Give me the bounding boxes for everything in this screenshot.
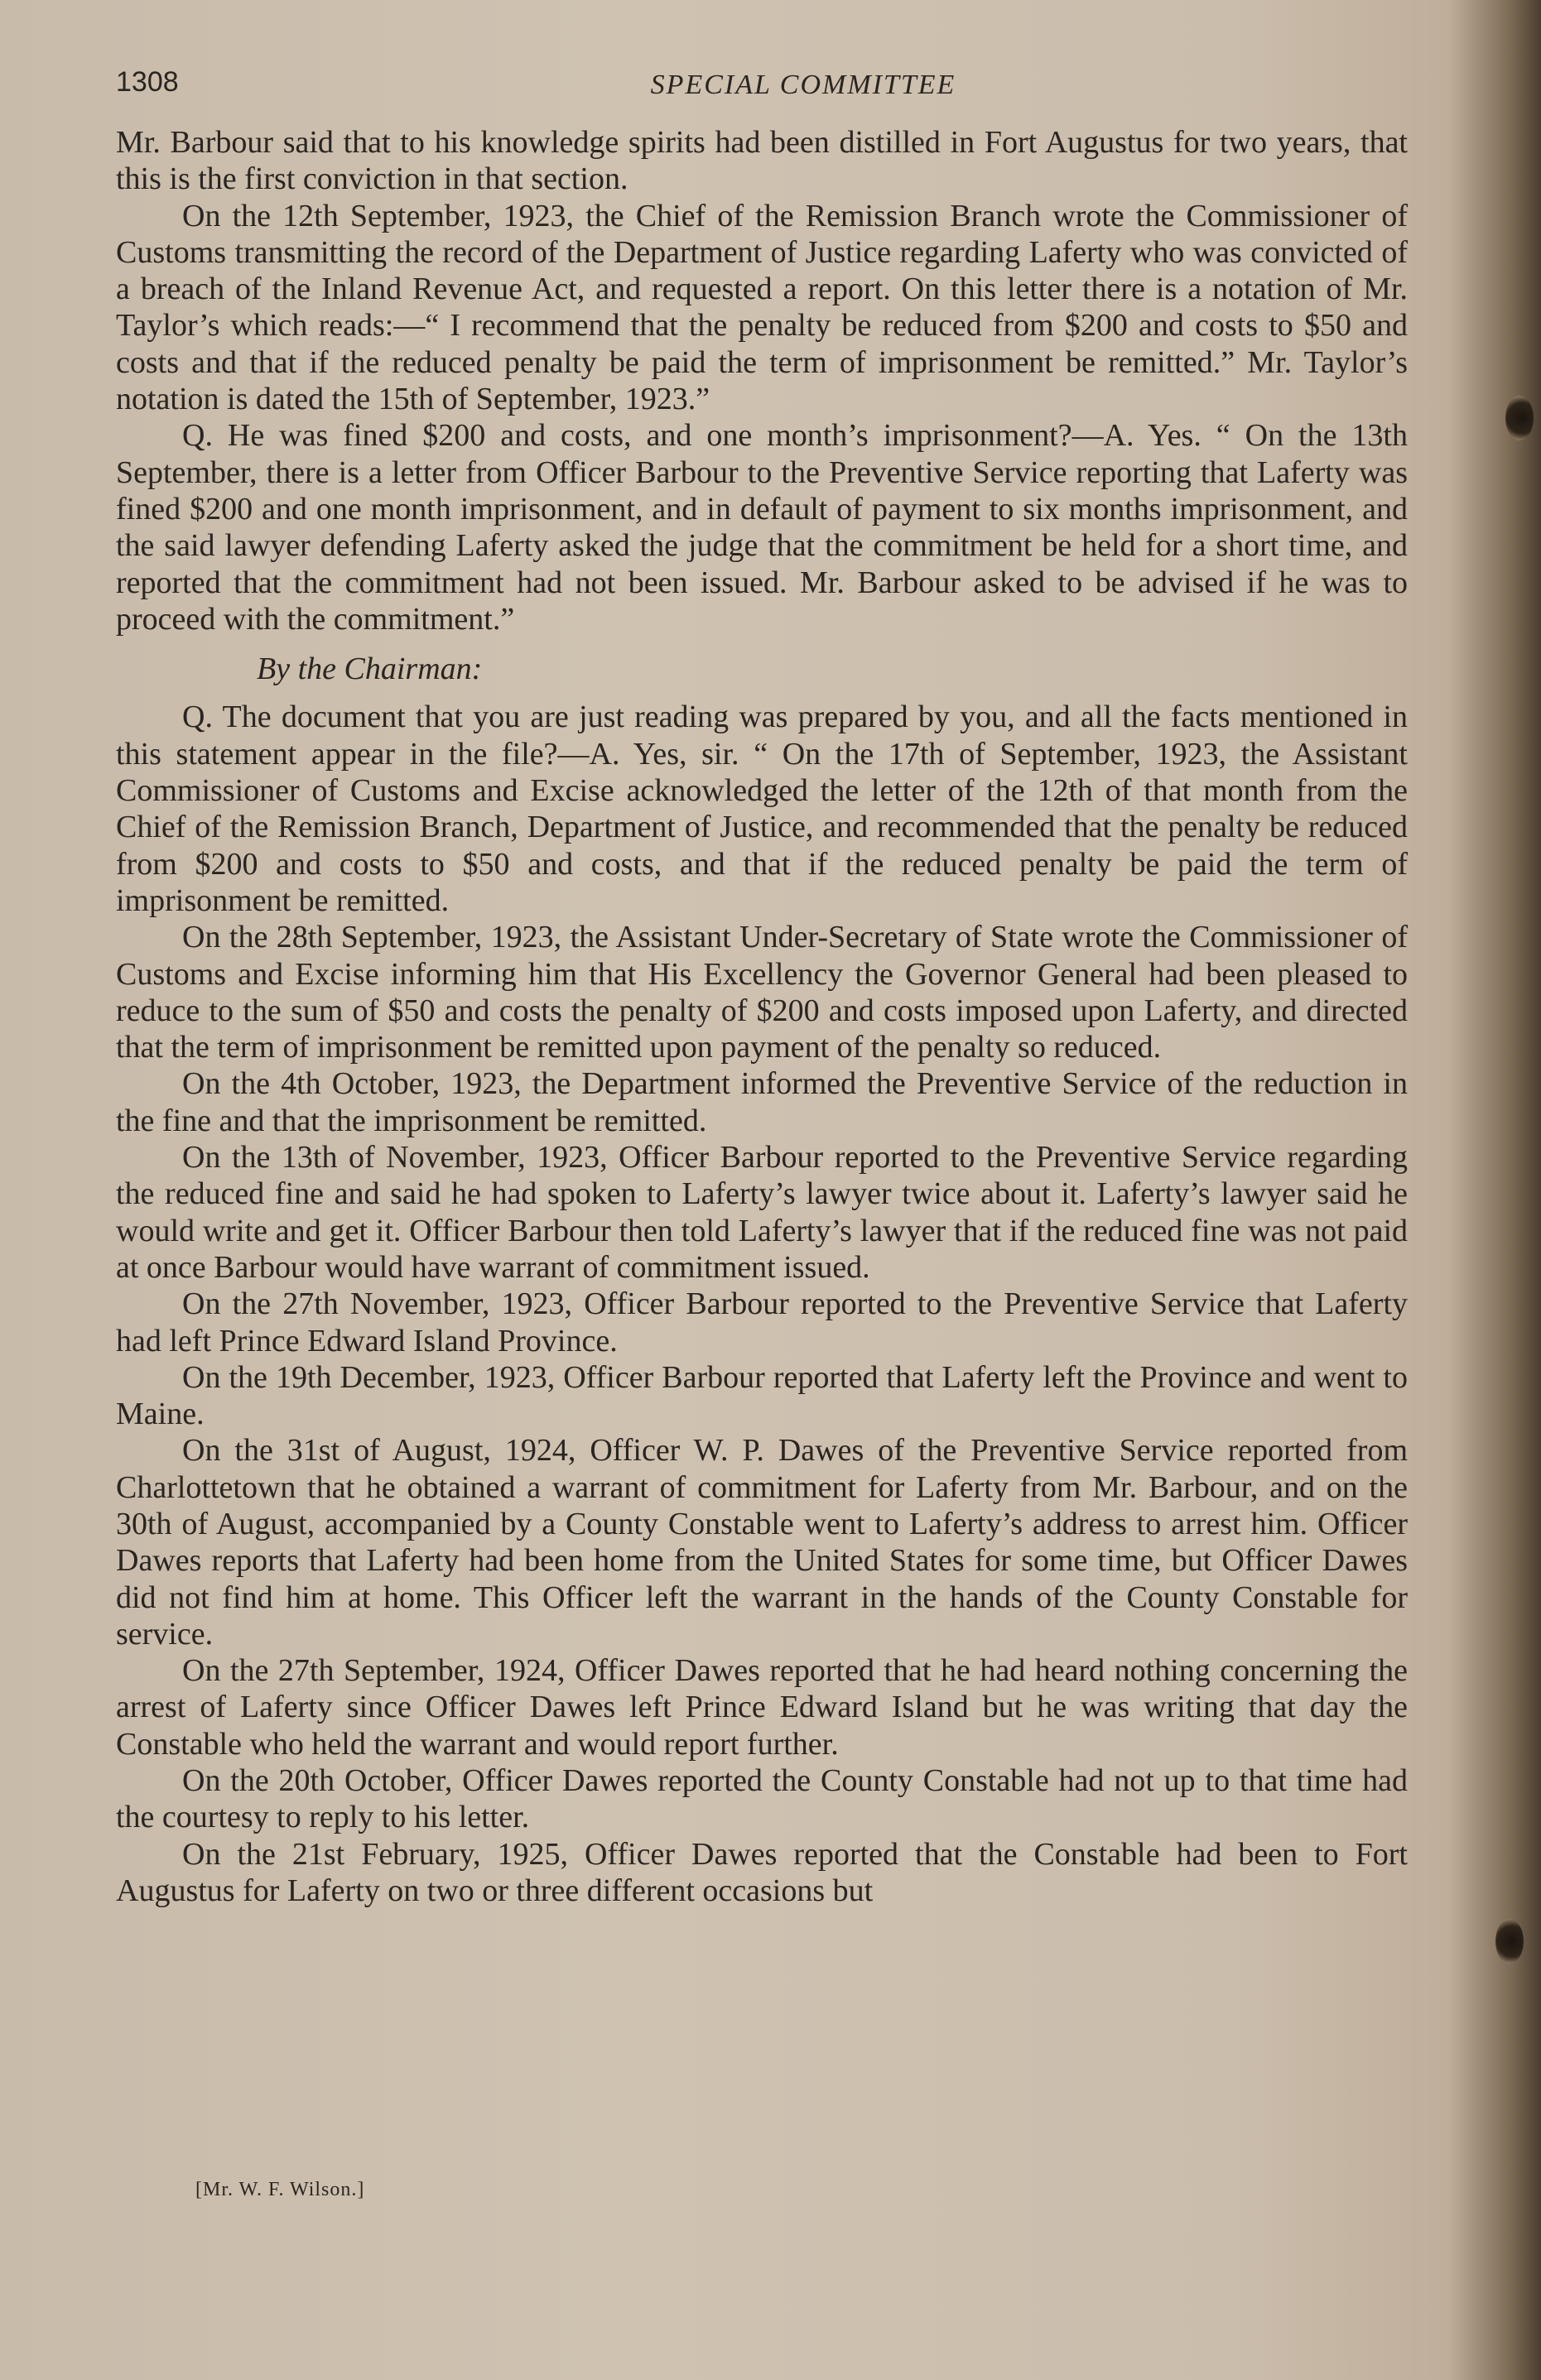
paragraph: On the 12th September, 1923, the Chief of the Remission Branch wrote the Commissioner of Customs transmitting the record of the Department of Justice regarding Laferty who was convicted of a breach of the Inland Revenue Act, and requested a report. On this letter there is a notation of Mr. Taylor’s which reads:—“ I recommend that the penalty be reduced from $200 and costs to $50 and costs and that if the reduced penalty be paid the term of imprisonment be remitted.” Mr. Taylor’s notation is dated the 15th of September, 1923.” (116, 198, 1408, 417)
page-header (116, 66, 1408, 108)
paragraph: On the 28th September, 1923, the Assistant Under-Secretary of State wrote the Commissioner of Customs and Excise informing him that His Excellency the Governor General had been pleased to reduce to the sum of $50 and costs the penalty of $200 and costs imposed upon Laferty, and directed that the term of imprisonment be remitted upon payment of the penalty so reduced. (116, 920, 1408, 1065)
paragraph: On the 27th November, 1923, Officer Barbour reported to the Preventive Service that Laferty had left Prince Edward Island Province. (116, 1286, 1408, 1358)
binding-hole-bottom (1495, 1919, 1524, 1964)
paragraph: On the 31st of August, 1924, Officer W. P. Dawes of the Preventive Service reported from Charlottetown that he obtained a warrant of commitment for Laferty from Mr. Barbour, and on the 30th of August, accompanied by a County Constable went to Laferty’s address to arrest him. Officer Dawes reports that Laferty had been home from the United States for some time, but Officer Dawes did not find him at home. This Officer left the warrant in the hands of the County Constable for service. (116, 1433, 1408, 1652)
running-head: SPECIAL COMMITTEE (650, 70, 956, 100)
paragraph: Q. He was fined $200 and costs, and one month’s imprisonment?—A. Yes. “ On the 13th September, there is a letter from Officer Barbour to the Preventive Service reporting that Laferty was fined $200 and one month imprisonment, and in default of payment to six months imprisonment, and the said lawyer defending Laferty asked the judge that the commitment be held for a short time, and reported that the commitment had not been issued. Mr. Barbour asked to be advised if he was to proceed with the commitment.” (116, 418, 1408, 637)
paragraph: On the 20th October, Officer Dawes reported the County Constable had not up to that time had the courtesy to reply to his letter. (116, 1763, 1408, 1835)
paragraph: On the 27th September, 1924, Officer Dawes reported that he had heard nothing concerning the arrest of Laferty since Officer Dawes left Prince Edward Island but he was writing that day the Constable who held the warrant and would report further. (116, 1653, 1408, 1762)
binding-hole-top (1505, 396, 1534, 440)
paragraph: On the 19th December, 1923, Officer Barbour reported that Laferty left the Province and went to Maine. (116, 1359, 1408, 1432)
speaker-heading: By the Chairman: (257, 651, 483, 687)
body-text (116, 124, 1408, 1909)
witness-footer: [Mr. W. F. Wilson.] (195, 2179, 365, 2200)
paragraph: Mr. Barbour said that to his knowledge spirits had been distilled in Fort Augustus for two years, that this is the first conviction in that section. (116, 125, 1408, 197)
paragraph: Q. The document that you are just reading was prepared by you, and all the facts mentioned in this statement appear in the file?—A. Yes, sir. “ On the 17th of September, 1923, the Assistant Commissioner of Customs and Excise acknowledged the letter of the 12th of that month from the Chief of the Remission Branch, Department of Justice, and recommended that the penalty be reduced from $200 and costs to $50 and costs, and that if the reduced penalty be paid the term of imprisonment be remitted. (116, 700, 1408, 918)
paragraph: On the 4th October, 1923, the Department informed the Preventive Service of the reduction in the fine and that the imprisonment be remitted. (116, 1066, 1408, 1138)
page-number: 1308 (116, 66, 179, 98)
paragraph: On the 21st February, 1925, Officer Dawes reported that the Constable had been to Fort Augustus for Laferty on two or three different occasions but (116, 1836, 1408, 1908)
paragraph: On the 13th of November, 1923, Officer Barbour reported to the Preventive Service regarding the reduced fine and said he had spoken to Laferty’s lawyer twice about it. Laferty’s lawyer said he would write and get it. Officer Barbour then told Laferty’s lawyer that if the reduced fine was not paid at once Barbour would have warrant of commitment issued. (116, 1140, 1408, 1285)
